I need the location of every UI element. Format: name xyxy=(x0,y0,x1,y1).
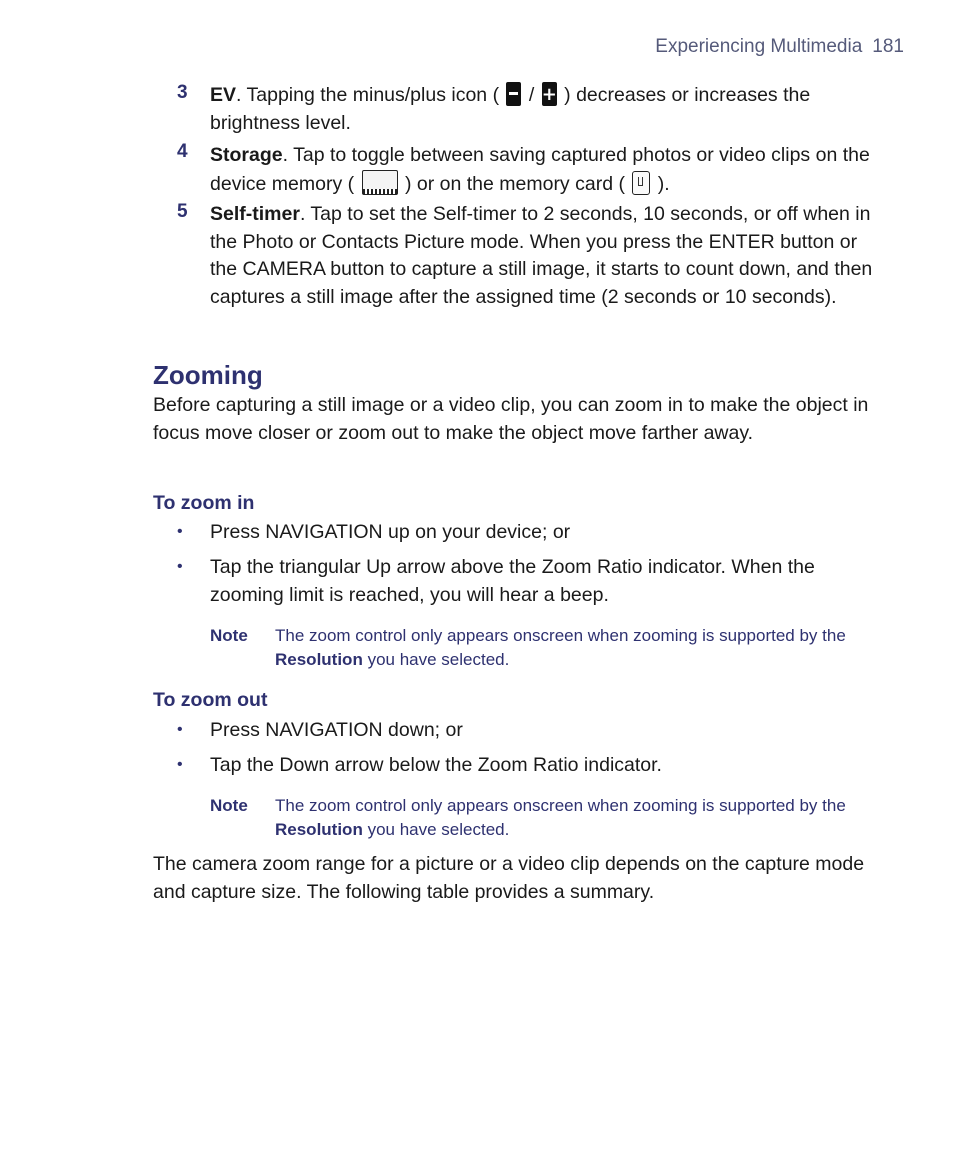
list-item-storage xyxy=(177,141,877,199)
item-desc: . Tap to set the Self-timer to 2 seconds, 10 seconds, or off when in the Photo or Contacts Picture mode. When you press the ENTER button or the CAMERA button to capture a still image, it starts to count down, and then captures a still image after the assigned time (2 seconds or 10 seconds). xyxy=(210,203,873,308)
bullet-item xyxy=(177,518,877,546)
bullet-icon: • xyxy=(177,558,183,575)
minus-icon xyxy=(506,82,521,106)
note-text xyxy=(275,794,870,842)
note-zoom-in xyxy=(210,624,870,672)
note-text-start: The zoom control only appears onscreen when zooming is supported by the xyxy=(275,796,846,815)
separator: / xyxy=(523,84,540,106)
bullet-item xyxy=(177,751,877,779)
running-header xyxy=(655,36,904,58)
note-text-end: you have selected. xyxy=(362,820,510,839)
note-label: Note xyxy=(210,626,248,645)
list-item-ev xyxy=(177,82,877,137)
section-title: Experiencing Multimedia xyxy=(655,36,863,57)
page-number: 181 xyxy=(872,36,904,57)
bullet-icon: • xyxy=(177,523,183,540)
item-number: 3 xyxy=(177,82,188,103)
item-text xyxy=(210,201,877,311)
plus-icon xyxy=(542,82,557,106)
bullet-text: Tap the Down arrow below the Zoom Ratio indicator. xyxy=(210,754,662,776)
bullet-text: Tap the triangular Up arrow above the Zoom Ratio indicator. When the zooming limit is reached, you will hear a beep. xyxy=(210,556,815,606)
item-term: Storage xyxy=(210,144,283,166)
bullet-text: Press NAVIGATION up on your device; or xyxy=(210,521,571,543)
item-desc-mid: ) or on the memory card ( xyxy=(399,173,631,195)
item-term: Self-timer xyxy=(210,203,300,225)
note-zoom-out xyxy=(210,794,870,842)
item-desc-end: ). xyxy=(652,173,670,195)
note-text-end: you have selected. xyxy=(362,650,510,669)
item-desc: . Tap to toggle between saving captured photos or video clips on the device memory ( xyxy=(210,144,870,195)
item-number: 4 xyxy=(177,141,188,162)
memory-card-icon xyxy=(632,171,650,195)
item-term: EV xyxy=(210,84,237,106)
device-memory-icon xyxy=(362,170,398,195)
note-text xyxy=(275,624,870,672)
section-heading: Zooming xyxy=(153,360,263,390)
item-text xyxy=(210,141,877,199)
note-bold: Resolution xyxy=(275,650,363,669)
list-item-self-timer xyxy=(177,201,877,311)
bullet-text: Press NAVIGATION down; or xyxy=(210,719,463,741)
bullet-icon: • xyxy=(177,721,183,738)
note-bold: Resolution xyxy=(275,820,363,839)
item-number: 5 xyxy=(177,201,188,222)
intro-paragraph: Before capturing a still image or a video clip, you can zoom in to make the object in focus move closer or zoom out to make the object move farther away. xyxy=(153,394,869,444)
bullet-item xyxy=(177,716,877,744)
bullet-icon: • xyxy=(177,756,183,773)
zoom-out-heading: To zoom out xyxy=(153,689,268,711)
note-text-start: The zoom control only appears onscreen when zooming is supported by the xyxy=(275,626,846,645)
note-label: Note xyxy=(210,796,248,815)
item-text xyxy=(210,82,877,137)
item-desc: . Tapping the minus/plus icon ( xyxy=(236,84,505,106)
item-desc-end: ) decreases or increases the brightness level. xyxy=(210,84,811,134)
zoom-in-heading: To zoom in xyxy=(153,492,255,514)
summary-paragraph: The camera zoom range for a picture or a video clip depends on the capture mode and capture size. The following table provides a summary. xyxy=(153,853,865,903)
bullet-item xyxy=(177,553,877,609)
